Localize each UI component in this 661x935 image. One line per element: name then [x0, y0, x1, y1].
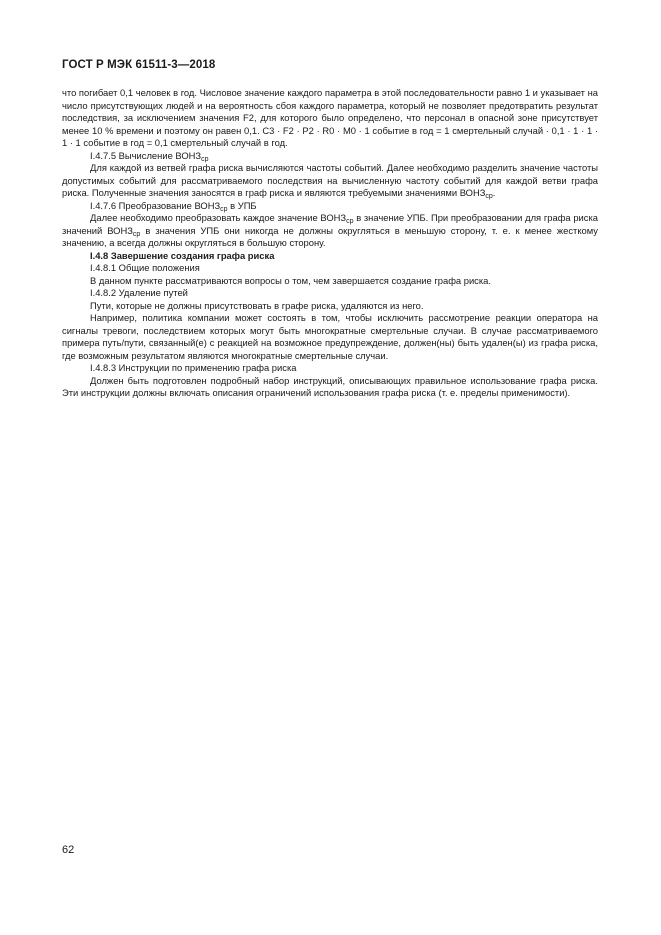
- section-heading-i48: I.4.8 Завершение создания графа риска: [90, 249, 275, 261]
- subscript: ср: [220, 205, 228, 213]
- section-heading-i476: [62, 200, 598, 213]
- paragraph-text: Для каждой из ветвей графа риска вычисляются частоты событий. Далее необходимо разделить значение частоты допустимых событий для рассматриваемого последствия на вычисленную частоту событий для каждой ветви графа риска. Полученные значения заносятся в граф риска и являются требуемыми значениями ВОНЗ: [62, 162, 598, 198]
- paragraph-continuation: что погибает 0,1 человек в год. Числовое значение каждого параметра в этой последовательности равно 1 и указывает на число присутствующих людей и на вероятность сбоя каждого параметра, который не позволяет предотвратить результат последствия, за исключением значения F2, для которого было определено, что персонал в опасной зоне присутствует менее 10 % времени и поэтому он равен 0,1. C3 · F2 · P2 · R0 · M0 · 1 событие в год = 1 смертельный случай · 0,1 · 1 · 1 · 1 · 1 событие в год = 0,1 смертельный случай в год.: [62, 87, 598, 148]
- section-heading-i481: I.4.8.1 Общие положения: [90, 262, 200, 273]
- subscript: ср: [201, 155, 209, 163]
- paragraph-frequencies: [62, 162, 598, 200]
- paragraph-text: в значение УПБ. При преобразовании для графа риска значений ВОНЗ: [62, 212, 598, 236]
- paragraph-example: Например, политика компании может состоять в том, чтобы исключить рассмотрение реакции оператора на сигналы тревоги, последствием которых могут быть многократные смертельные случаи. В случае рассматриваемого примера путь/пути, связанный(е) с реакцией на возможное предупреждение, должен(ны) быть удален(ы) из графа риска, где возможным результатом являются многократные смертельные случаи.: [62, 312, 598, 361]
- paragraph-conversion: [62, 212, 598, 250]
- page-number: 62: [62, 844, 75, 856]
- subscript: ср: [346, 218, 354, 225]
- subscript: ср: [485, 193, 493, 200]
- document-header: ГОСТ Р МЭК 61511-3—2018: [62, 59, 216, 71]
- paragraph-text: Далее необходимо преобразовать каждое значение ВОНЗ: [90, 212, 347, 223]
- section-heading-i475: [62, 150, 598, 163]
- paragraph-paths: Пути, которые не должны присутствовать в графе риска, удаляются из него.: [90, 299, 424, 311]
- section-heading-text: I.4.7.5 Вычисление ВОНЗ: [90, 149, 202, 161]
- paragraph-text: в значения УПБ они никогда не должны округляться в меньшую сторону, т. е. к менее жесткому значению, а всегда должны округляться в большую сторону.: [62, 224, 598, 248]
- paragraph-end: .: [492, 187, 496, 198]
- section-heading-i483: I.4.8.3 Инструкции по применению графа риска: [90, 362, 297, 373]
- section-heading-i482: I.4.8.2 Удаление путей: [90, 287, 188, 298]
- document-body: [62, 87, 598, 400]
- paragraph-general: В данном пункте рассматриваются вопросы о том, чем завершается создание графа риска.: [90, 274, 491, 286]
- section-heading-text: I.4.7.6 Преобразование ВОНЗ: [90, 199, 221, 211]
- paragraph-instructions: Должен быть подготовлен подробный набор инструкций, описывающих правильное использование графа риска. Эти инструкции должны включать описания ограничений использования графа риска (т. е. пределы применимости).: [62, 374, 598, 398]
- subscript: ср: [132, 230, 141, 238]
- section-heading-end: в УПБ: [227, 199, 257, 211]
